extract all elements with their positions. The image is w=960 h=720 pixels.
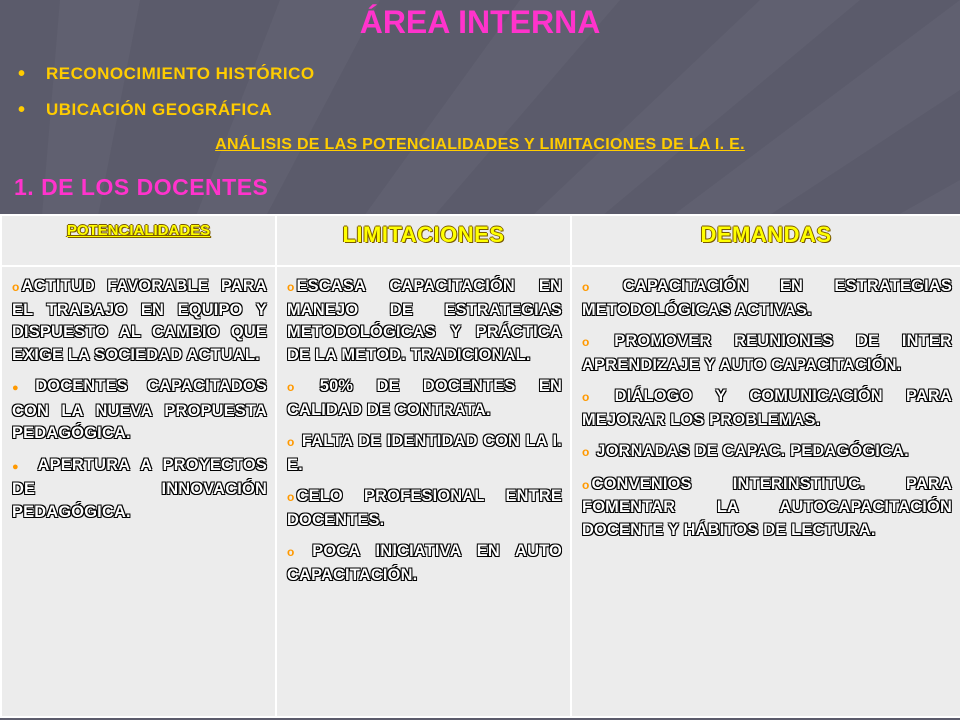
circle-bullet-icon: o xyxy=(287,380,295,394)
column-potencialidades xyxy=(1,266,276,717)
list-item xyxy=(12,375,267,445)
list-item xyxy=(287,375,562,421)
column-demandas xyxy=(571,266,960,717)
page-title: ÁREA INTERNA xyxy=(359,4,601,40)
circle-bullet-icon: o xyxy=(582,280,590,294)
item-text: PROMOVER REUNIONES DE INTER APRENDIZAJE Y AUTO CAPACITACIÓN. xyxy=(582,332,952,374)
item-text: FALTA DE IDENTIDAD CON LA I. E. xyxy=(287,432,562,474)
list-item xyxy=(287,485,562,531)
circle-bullet-icon: o xyxy=(582,445,590,459)
item-text: JORNADAS DE CAPAC. PEDAGÓGICA. xyxy=(596,442,909,460)
dot-bullet-icon: ● xyxy=(12,460,26,473)
bullet-list xyxy=(18,56,315,128)
header-potencialidades: POTENCIALIDADES xyxy=(1,215,276,266)
bullet-item xyxy=(18,56,315,92)
list-item xyxy=(287,275,562,366)
item-text: 50% DE DOCENTES EN CALIDAD DE CONTRATA. xyxy=(287,377,562,419)
header-limitaciones: LIMITACIONES xyxy=(276,215,571,266)
circle-bullet-icon: o xyxy=(287,435,295,449)
header-demandas: DEMANDAS xyxy=(571,215,960,266)
list-item xyxy=(287,540,562,586)
bullet-text: RECONOCIMIENTO HISTÓRICO xyxy=(46,64,315,83)
item-text: APERTURA A PROYECTOS DE INNOVACIÓN PEDAGÓGICA. xyxy=(12,455,267,521)
bullet-dot-icon: • xyxy=(18,98,26,121)
item-text: POCA INICIATIVA EN AUTO CAPACITACIÓN. xyxy=(287,542,562,584)
circle-bullet-icon: o xyxy=(287,545,295,559)
list-item xyxy=(582,275,952,321)
list-item xyxy=(287,430,562,476)
circle-bullet-icon: o xyxy=(582,335,590,349)
bullet-text: UBICACIÓN GEOGRÁFICA xyxy=(46,100,273,119)
item-text: DIÁLOGO Y COMUNICACIÓN PARA MEJORAR LOS PROBLEMAS. xyxy=(582,387,952,429)
list-item xyxy=(582,330,952,376)
bullet-dot-icon: • xyxy=(18,62,26,85)
item-text: CELO PROFESIONAL ENTRE DOCENTES. xyxy=(287,487,562,529)
list-item xyxy=(12,275,267,366)
circle-bullet-icon: o xyxy=(582,477,590,492)
item-text: CONVENIOS INTERINSTITUC. PARA FOMENTAR LA AUTOCAPACITACIÓN DOCENTE Y HÁBITOS DE LECTURA. xyxy=(582,474,952,539)
column-limitaciones xyxy=(276,266,571,717)
list-item xyxy=(12,454,267,524)
analysis-table xyxy=(0,214,960,718)
item-text: ESCASA CAPACITACIÓN EN MANEJO DE ESTRATEGIAS METODOLÓGICAS Y PRÁCTICA DE LA METOD. TRADICIONAL. xyxy=(287,277,562,364)
circle-bullet-icon: o xyxy=(287,280,295,294)
item-text: DOCENTES CAPACITADOS CON LA NUEVA PROPUESTA PEDAGÓGICA. xyxy=(12,377,267,442)
list-item xyxy=(582,440,952,464)
analysis-subtitle: ANÁLISIS DE LAS POTENCIALIDADES Y LIMITACIONES DE LA I. E. xyxy=(215,136,745,153)
list-item xyxy=(582,473,952,542)
section-heading: 1. DE LOS DOCENTES xyxy=(14,174,269,200)
item-text: ACTITUD FAVORABLE PARA EL TRABAJO EN EQUIPO Y DISPUESTO AL CAMBIO QUE EXIGE LA SOCIEDAD ACTUAL. xyxy=(12,277,267,364)
circle-bullet-icon: o xyxy=(12,280,20,294)
list-item xyxy=(582,385,952,431)
dot-bullet-icon: ● xyxy=(12,382,34,394)
circle-bullet-icon: o xyxy=(582,390,590,404)
circle-bullet-icon: o xyxy=(287,490,295,504)
bullet-item xyxy=(18,92,315,128)
item-text: CAPACITACIÓN EN ESTRATEGIAS METODOLÓGICAS ACTIVAS. xyxy=(582,277,952,319)
